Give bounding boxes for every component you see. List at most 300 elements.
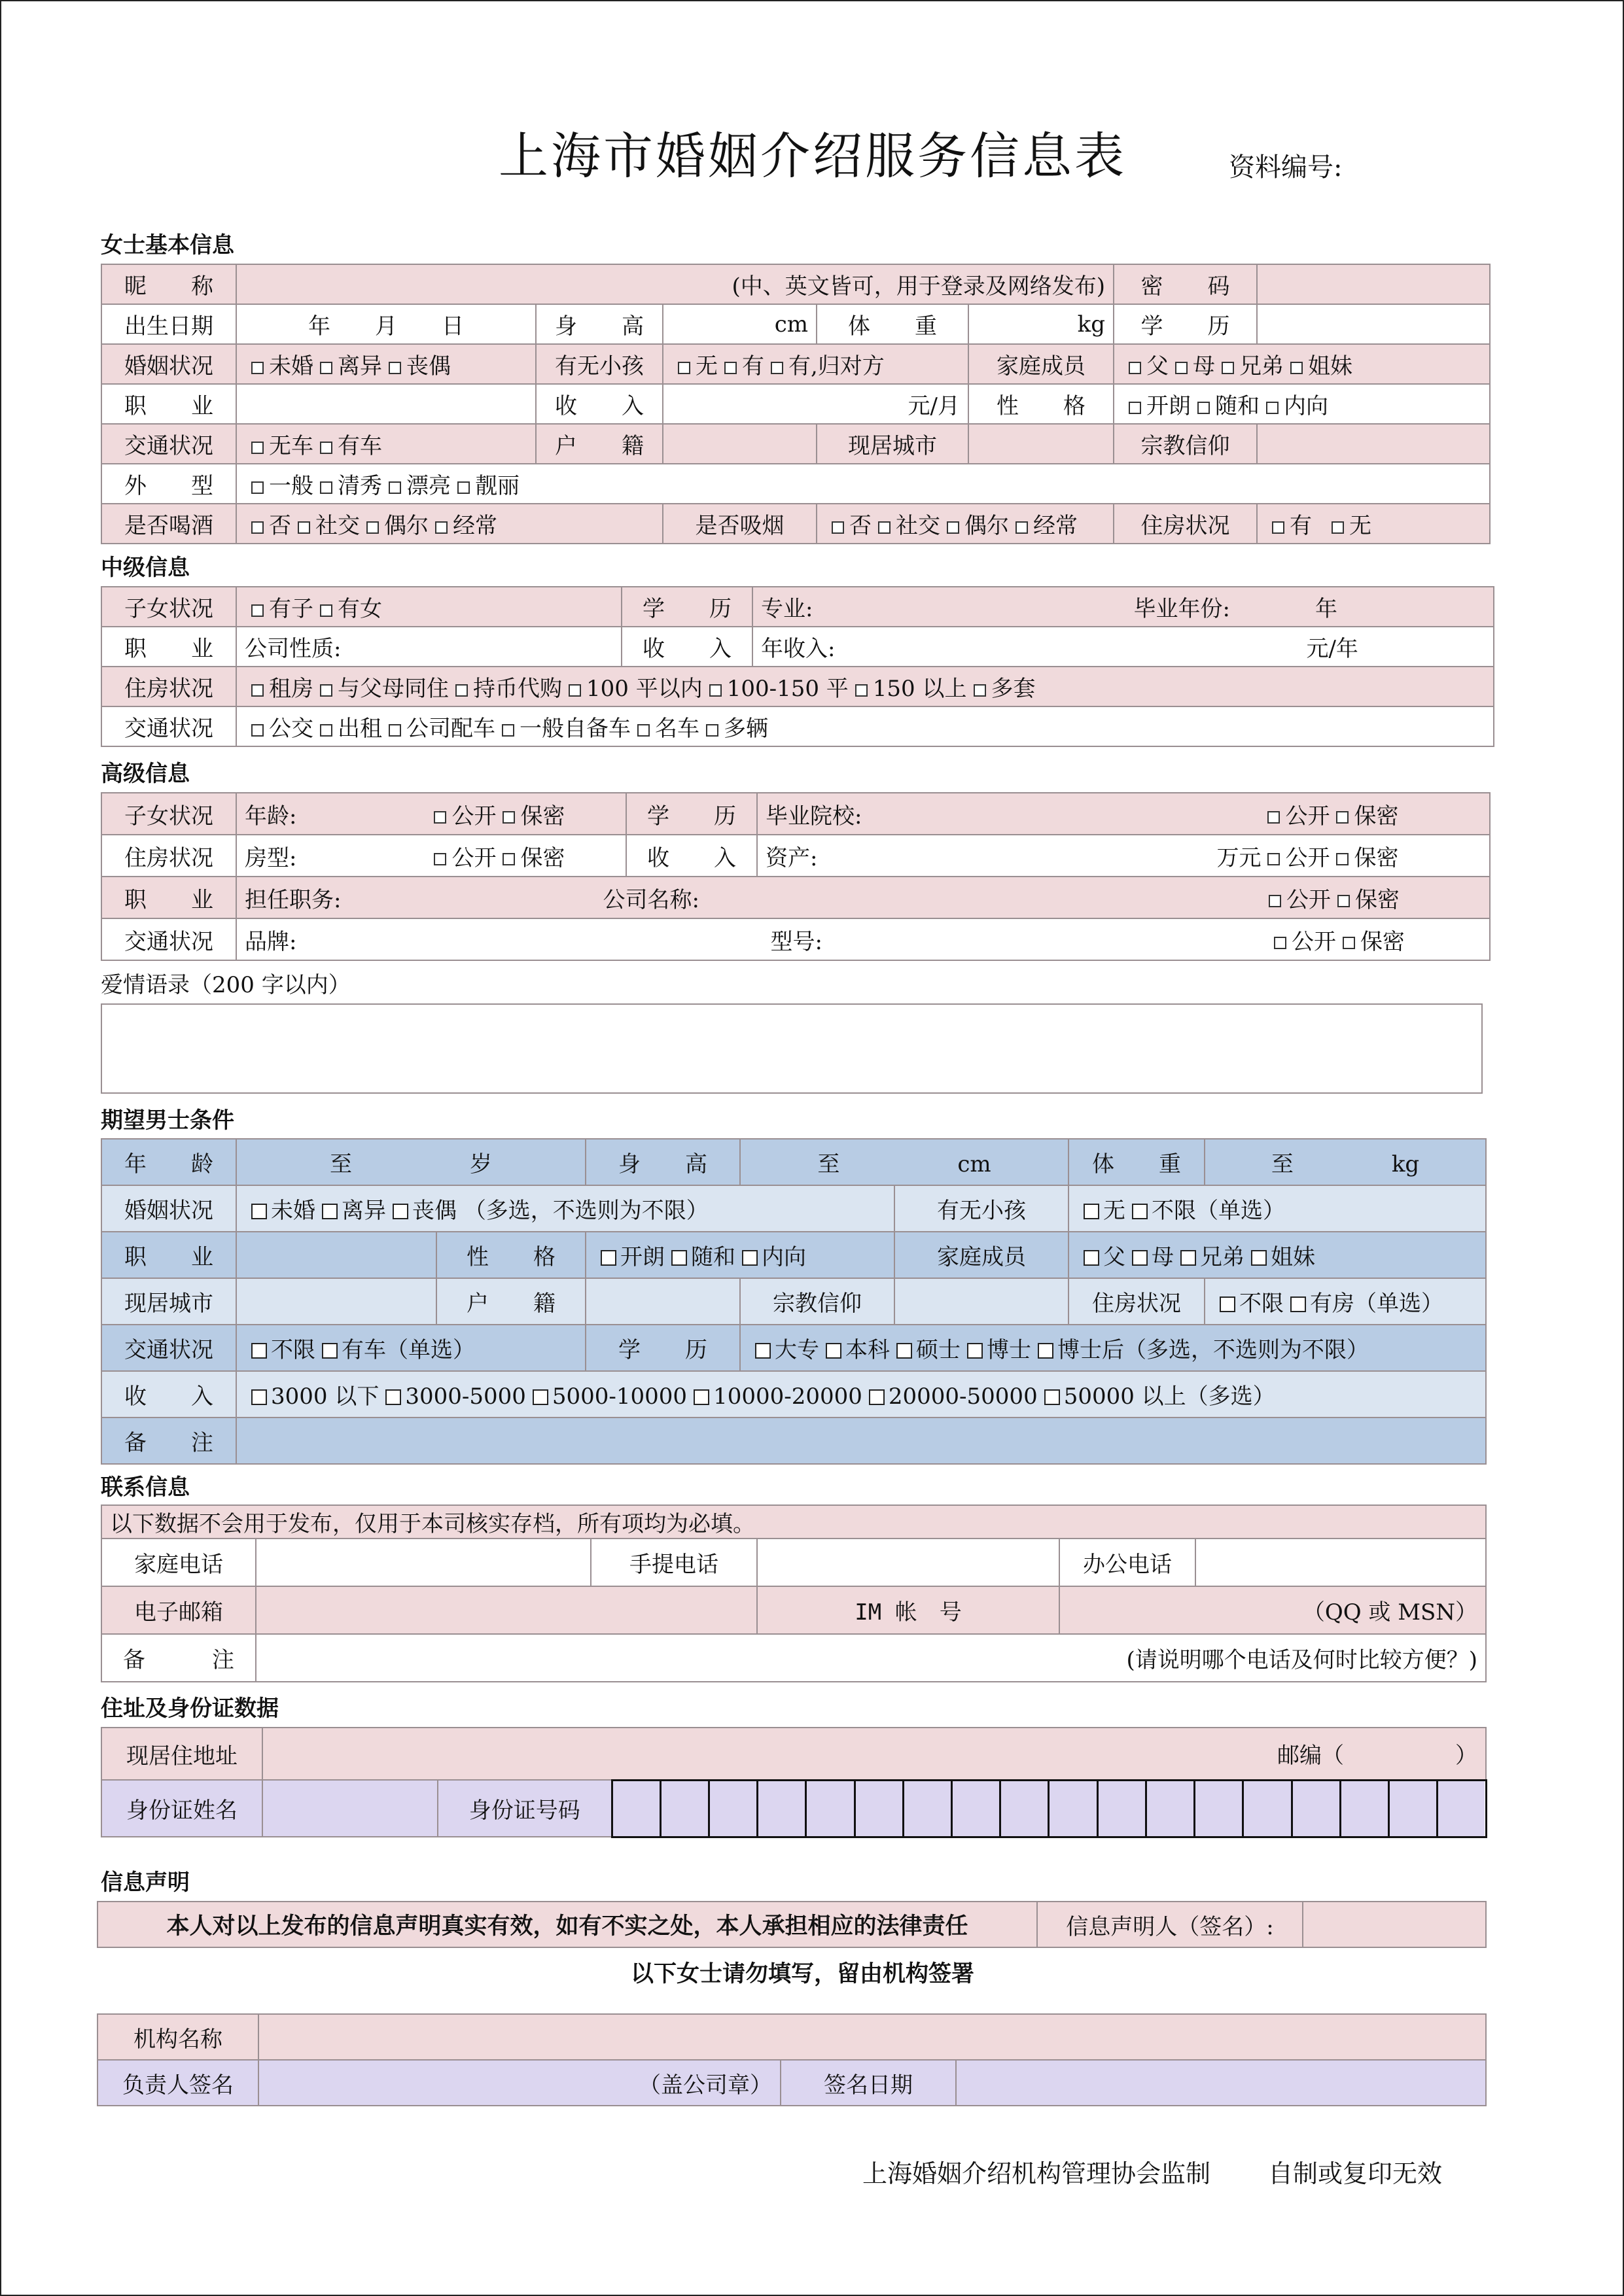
- contact-note-hint: (请说明哪个电话及何时比较方便？): [1126, 1647, 1478, 1673]
- checkbox[interactable]: [533, 1389, 548, 1405]
- password-label: 密 码: [1114, 264, 1257, 304]
- agency-table: [97, 2013, 1487, 2106]
- signer-label: 信息声明人（签名）:: [1037, 1902, 1303, 1947]
- option-label: 无: [696, 353, 718, 379]
- expect-character-label: 性 格: [436, 1232, 586, 1278]
- expect-traffic-options: [236, 1325, 586, 1371]
- expect-job-field[interactable]: [236, 1232, 436, 1278]
- option-label: 博士: [987, 1337, 1031, 1363]
- option-label: 150 以上: [872, 676, 967, 702]
- checkbox[interactable]: [385, 1389, 401, 1405]
- weight-unit: kg: [1391, 1151, 1420, 1177]
- id-digit-box[interactable]: [951, 1781, 999, 1836]
- checkbox[interactable]: [1044, 1389, 1060, 1405]
- option-label: 无车: [269, 433, 313, 459]
- drink-label: 是否喝酒: [101, 504, 236, 544]
- option-label: 否: [849, 513, 872, 539]
- id-digit-box[interactable]: [1145, 1781, 1193, 1836]
- option-label: 10000-20000: [713, 1383, 862, 1410]
- mid-housing-options: [236, 667, 1494, 706]
- section-expect-title: 期望男士条件: [101, 1107, 234, 1134]
- contact-note-field[interactable]: [256, 1634, 1486, 1682]
- id-number-label: 身份证号码: [438, 1780, 612, 1837]
- adv-age-field[interactable]: [236, 793, 626, 835]
- look-label: 外 型: [101, 464, 236, 504]
- checkbox[interactable]: [967, 1343, 983, 1359]
- checkbox[interactable]: [251, 442, 264, 454]
- option-label: 无: [1103, 1198, 1126, 1224]
- hukou-field[interactable]: [663, 424, 817, 464]
- public-label: 公开: [1286, 886, 1331, 913]
- id-number-boxes[interactable]: [612, 1780, 1486, 1837]
- annual-income-field[interactable]: [752, 627, 1494, 667]
- checkbox[interactable]: [1266, 402, 1279, 414]
- agency-note: 以下女士请勿填写，留由机构签署: [631, 1960, 975, 1987]
- checkbox[interactable]: [1272, 521, 1284, 534]
- sign-date-label: 签名日期: [781, 2060, 956, 2106]
- option-label: 离异: [342, 1198, 386, 1224]
- adv-traffic-label: 交通状况: [101, 918, 236, 960]
- section-declare-title: 信息声明: [101, 1870, 190, 1896]
- expect-religion-field[interactable]: [894, 1278, 1068, 1325]
- id-digit-box[interactable]: [902, 1781, 951, 1836]
- current-address-field[interactable]: [262, 1728, 1486, 1780]
- checkbox[interactable]: [322, 1204, 338, 1219]
- grad-year-label: 毕业年份:: [1133, 596, 1230, 622]
- option-label: 否: [269, 513, 291, 539]
- option-label: 公司配车: [406, 716, 495, 742]
- expect-hukou-field[interactable]: [586, 1278, 740, 1325]
- adv-income-label: 收 入: [626, 835, 757, 877]
- option-label: 5000-10000: [552, 1383, 688, 1410]
- id-digit-box[interactable]: [1193, 1781, 1242, 1836]
- im-hint: （QQ 或 MSN）: [1302, 1599, 1478, 1626]
- option-label: 有子: [269, 596, 313, 622]
- option-label: 姐妹: [1308, 353, 1352, 379]
- expect-age-field[interactable]: [236, 1139, 586, 1185]
- traffic-options: [236, 424, 536, 464]
- checkbox[interactable]: [1220, 1296, 1235, 1312]
- option-label: 随和: [691, 1244, 735, 1270]
- checkbox[interactable]: [320, 362, 332, 374]
- contact-note-label: 备 注: [101, 1634, 256, 1682]
- private-label: 保密: [1360, 928, 1405, 955]
- checkbox[interactable]: [1129, 402, 1141, 414]
- income-unit: 元/月: [908, 393, 960, 419]
- id-digit-box[interactable]: [854, 1781, 902, 1836]
- expect-note-label: 备 注: [101, 1418, 236, 1464]
- checkbox[interactable]: [251, 1204, 267, 1219]
- checkbox[interactable]: [251, 481, 264, 494]
- checkbox[interactable]: [601, 1250, 616, 1266]
- mobile-field[interactable]: [757, 1539, 1059, 1586]
- option-label: 有,归对方: [788, 353, 885, 379]
- option-label: 一般: [269, 473, 313, 499]
- checkbox[interactable]: [671, 1250, 687, 1266]
- section-mid-title: 中级信息: [101, 555, 190, 581]
- checkbox[interactable]: [366, 521, 379, 534]
- checkbox-private[interactable]: [503, 853, 515, 865]
- checkbox[interactable]: [896, 1343, 912, 1359]
- id-digit-box[interactable]: [1436, 1781, 1485, 1836]
- id-digit-box[interactable]: [1097, 1781, 1145, 1836]
- income-field[interactable]: [663, 384, 968, 424]
- checkbox[interactable]: [389, 724, 401, 737]
- checkbox[interactable]: [251, 724, 264, 737]
- option-label: 经常: [453, 513, 497, 539]
- option-label: 名车: [655, 716, 699, 742]
- school-label: 毕业院校:: [766, 803, 862, 829]
- mid-traffic-options: [236, 706, 1494, 746]
- invalid-note: 自制或复印无效: [1268, 2159, 1443, 2188]
- checkbox[interactable]: [678, 362, 690, 374]
- adv-school-field[interactable]: [757, 793, 1490, 835]
- option-label: 大专: [775, 1337, 819, 1363]
- company-type-field[interactable]: [236, 627, 622, 667]
- option-label: 多套: [991, 676, 1036, 702]
- supervisor-note: 上海婚姻介绍机构管理协会监制: [862, 2159, 1211, 2188]
- adv-kids-label: 子女状况: [101, 793, 236, 835]
- id-name-field[interactable]: [262, 1780, 438, 1837]
- to-label: 至: [817, 1151, 840, 1177]
- option-label: 父: [1103, 1244, 1126, 1270]
- checkbox-private[interactable]: [1343, 937, 1355, 949]
- option-label: 随和: [1215, 393, 1260, 419]
- expect-traffic-label: 交通状况: [101, 1325, 236, 1371]
- mid-job-label: 职 业: [101, 627, 236, 667]
- org-name-label: 机构名称: [97, 2014, 258, 2060]
- marital-options: [236, 344, 536, 384]
- contact-table: [101, 1505, 1487, 1682]
- option-label: 姐妹: [1271, 1244, 1316, 1270]
- checkbox[interactable]: [1015, 521, 1028, 534]
- age-label: 年龄:: [245, 803, 297, 829]
- major-label: 专业:: [761, 596, 813, 622]
- id-digit-box[interactable]: [1339, 1781, 1388, 1836]
- assets-label: 资产:: [766, 844, 818, 871]
- character-label: 性 格: [968, 384, 1114, 424]
- checkbox-private[interactable]: [1336, 853, 1349, 865]
- expect-height-label: 身 高: [586, 1139, 740, 1185]
- mobile-label: 手提电话: [591, 1539, 757, 1586]
- checkbox[interactable]: [457, 481, 470, 494]
- office-phone-field[interactable]: [1195, 1539, 1486, 1586]
- adv-job-field[interactable]: [236, 877, 1490, 918]
- expect-income-options: [236, 1371, 1486, 1418]
- checkbox[interactable]: [389, 481, 401, 494]
- checkbox[interactable]: [1129, 362, 1141, 374]
- income-label: 收 入: [536, 384, 663, 424]
- nickname-label: 昵 称: [101, 264, 236, 304]
- email-field[interactable]: [256, 1586, 757, 1634]
- option-label: 与父母同住: [338, 676, 449, 702]
- checkbox-private[interactable]: [1336, 811, 1349, 824]
- children-label: 有无小孩: [536, 344, 663, 384]
- checkbox[interactable]: [947, 521, 959, 534]
- expect-age-label: 年 龄: [101, 1139, 236, 1185]
- option-label: 无: [1349, 513, 1371, 539]
- section-contact-title: 联系信息: [101, 1474, 190, 1501]
- religion-label: 宗教信仰: [1114, 424, 1257, 464]
- option-label: 离异: [338, 353, 382, 379]
- id-digit-box[interactable]: [1242, 1781, 1290, 1836]
- org-name-field[interactable]: [258, 2014, 1486, 2060]
- option-label: 有: [1290, 513, 1312, 539]
- education-field[interactable]: [1257, 304, 1490, 344]
- mid-traffic-label: 交通状况: [101, 706, 236, 746]
- weight-field[interactable]: [968, 304, 1114, 344]
- advanced-info-table: [101, 792, 1491, 961]
- option-label: 不限: [271, 1337, 315, 1363]
- checkbox[interactable]: [1180, 1250, 1196, 1266]
- checkbox[interactable]: [1084, 1250, 1099, 1266]
- option-label: 清秀: [338, 473, 382, 499]
- id-digit-box[interactable]: [756, 1781, 805, 1836]
- checkbox[interactable]: [1290, 362, 1303, 374]
- checkbox[interactable]: [1197, 402, 1210, 414]
- option-label: 父: [1146, 353, 1169, 379]
- adv-edu-label: 学 历: [626, 793, 757, 835]
- option-label: 内向: [1284, 393, 1328, 419]
- expect-religion-label: 宗教信仰: [740, 1278, 894, 1325]
- option-label: 租房: [269, 676, 313, 702]
- checkbox[interactable]: [855, 684, 868, 697]
- checkbox-public[interactable]: [1269, 895, 1281, 907]
- annual-income-unit: 元/年: [1306, 636, 1358, 662]
- assets-unit: 万元: [1216, 844, 1262, 871]
- expect-note-field[interactable]: [236, 1418, 1486, 1464]
- option-label: 未婚: [271, 1198, 315, 1224]
- adv-housing-label: 住房状况: [101, 835, 236, 877]
- id-digit-box[interactable]: [805, 1781, 853, 1836]
- option-label: 有车: [338, 433, 382, 459]
- adv-house-type-field[interactable]: [236, 835, 626, 877]
- option-label: 母: [1152, 1244, 1174, 1270]
- password-field[interactable]: [1257, 264, 1490, 304]
- height-unit: cm: [957, 1151, 991, 1177]
- checkbox[interactable]: [502, 724, 514, 737]
- checkbox-public[interactable]: [434, 853, 446, 865]
- checkbox[interactable]: [1175, 362, 1188, 374]
- id-digit-box[interactable]: [999, 1781, 1048, 1836]
- im-field[interactable]: [1059, 1586, 1486, 1634]
- id-digit-box[interactable]: [660, 1781, 708, 1836]
- birthday-label: 出生日期: [101, 304, 236, 344]
- option-label: 有车（单选）: [342, 1337, 475, 1363]
- expect-income-label: 收 入: [101, 1371, 236, 1418]
- housing-options: [1257, 504, 1490, 544]
- section-address-title: 住址及身份证数据: [101, 1696, 279, 1722]
- smoke-options: [817, 504, 1114, 544]
- checkbox[interactable]: [771, 362, 783, 374]
- checkbox[interactable]: [251, 362, 264, 374]
- private-label: 保密: [520, 803, 565, 829]
- option-label: 本科: [845, 1337, 890, 1363]
- checkbox[interactable]: [251, 684, 264, 697]
- year-unit: 年: [1315, 596, 1337, 622]
- public-label: 公开: [451, 803, 497, 829]
- sign-date-field[interactable]: [956, 2060, 1486, 2106]
- home-phone-field[interactable]: [256, 1539, 591, 1586]
- expect-city-field[interactable]: [236, 1278, 436, 1325]
- checkbox-private[interactable]: [503, 811, 515, 824]
- contact-notice: 以下数据不会用于发布，仅用于本司核实存档，所有项均为必填。: [101, 1505, 1486, 1539]
- option-label: 开朗: [1146, 393, 1191, 419]
- character-options: [1114, 384, 1490, 424]
- city-field[interactable]: [968, 424, 1114, 464]
- leader-sign-field[interactable]: [258, 2060, 781, 2106]
- option-label: 3000-5000: [405, 1383, 526, 1410]
- checkbox[interactable]: [569, 684, 581, 697]
- option-label: 未婚: [269, 353, 313, 379]
- traffic-label: 交通状况: [101, 424, 236, 464]
- id-digit-box[interactable]: [1388, 1781, 1436, 1836]
- option-label: 丧偶: [412, 1198, 457, 1224]
- checkbox[interactable]: [974, 684, 986, 697]
- religion-field[interactable]: [1257, 424, 1490, 464]
- housing-label: 住房状况: [1114, 504, 1257, 544]
- company-type-label: 公司性质:: [245, 636, 342, 662]
- checkbox-public[interactable]: [434, 811, 446, 824]
- love-quote-textarea[interactable]: [101, 1003, 1483, 1094]
- declare-table: [97, 1901, 1487, 1948]
- private-label: 保密: [1354, 844, 1399, 871]
- mid-kids-label: 子女状况: [101, 587, 236, 627]
- signer-signature-field[interactable]: [1303, 1902, 1486, 1947]
- checkbox[interactable]: [320, 724, 332, 737]
- option-label: 兄弟: [1239, 353, 1284, 379]
- checkbox[interactable]: [251, 1343, 267, 1359]
- expect-housing-label: 住房状况: [1068, 1278, 1205, 1325]
- checkbox[interactable]: [1084, 1204, 1099, 1219]
- checkbox[interactable]: [320, 684, 332, 697]
- id-digit-box[interactable]: [708, 1781, 756, 1836]
- id-digit-box[interactable]: [1048, 1781, 1096, 1836]
- expect-weight-field[interactable]: [1205, 1139, 1486, 1185]
- checkbox[interactable]: [1222, 362, 1234, 374]
- annual-income-label: 年收入:: [761, 636, 836, 662]
- basic-info-table: [101, 264, 1491, 544]
- public-label: 公开: [1285, 844, 1330, 871]
- checkbox[interactable]: [320, 481, 332, 494]
- option-label: 丧偶: [406, 353, 451, 379]
- expect-family-options: [1068, 1232, 1486, 1278]
- id-digit-box[interactable]: [613, 1781, 660, 1836]
- checkbox[interactable]: [832, 521, 844, 534]
- checkbox[interactable]: [1132, 1250, 1148, 1266]
- option-label: 多辆: [724, 716, 768, 742]
- option-label: 母: [1193, 353, 1215, 379]
- option-label: 漂亮: [406, 473, 451, 499]
- checkbox[interactable]: [320, 604, 332, 617]
- option-label: 50000 以上（多选）: [1063, 1383, 1275, 1410]
- weight-label: 体 重: [817, 304, 968, 344]
- expect-character-options: [586, 1232, 894, 1278]
- checkbox-public[interactable]: [1274, 937, 1286, 949]
- expect-height-field[interactable]: [740, 1139, 1068, 1185]
- checkbox[interactable]: [694, 1389, 709, 1405]
- checkbox[interactable]: [251, 604, 264, 617]
- birthday-field[interactable]: [236, 304, 536, 344]
- option-label: 20000-50000: [888, 1383, 1038, 1410]
- checkbox[interactable]: [251, 1389, 267, 1405]
- option-label: 硕士: [916, 1337, 961, 1363]
- checkbox[interactable]: [298, 521, 310, 534]
- family-options: [1114, 344, 1490, 384]
- job-field[interactable]: [236, 384, 536, 424]
- current-address-label: 现居住地址: [101, 1728, 262, 1780]
- expect-edu-label: 学 历: [586, 1325, 740, 1371]
- checkbox[interactable]: [1290, 1296, 1306, 1312]
- checkbox[interactable]: [878, 521, 891, 534]
- checkbox[interactable]: [869, 1389, 885, 1405]
- brand-label: 品牌:: [245, 928, 297, 955]
- checkbox[interactable]: [393, 1204, 408, 1219]
- document-number-label: 资料编号:: [1229, 152, 1343, 183]
- checkbox-public[interactable]: [1267, 811, 1280, 824]
- adv-job-label: 职 业: [101, 877, 236, 918]
- height-field[interactable]: [663, 304, 817, 344]
- home-phone-label: 家庭电话: [101, 1539, 256, 1586]
- checkbox[interactable]: [755, 1343, 771, 1359]
- expect-hukou-label: 户 籍: [436, 1278, 586, 1325]
- checkbox[interactable]: [1332, 521, 1344, 534]
- option-label: 不限（单选）: [1152, 1198, 1286, 1224]
- email-label: 电子邮箱: [101, 1586, 256, 1634]
- checkbox[interactable]: [706, 724, 718, 737]
- checkbox[interactable]: [1251, 1250, 1267, 1266]
- expect-family-label: 家庭成员: [894, 1232, 1068, 1278]
- declaration-statement: 本人对以上发布的信息声明真实有效，如有不实之处，本人承担相应的法律责任: [97, 1902, 1037, 1947]
- adv-assets-field[interactable]: [757, 835, 1490, 877]
- mid-edu-field[interactable]: [752, 587, 1494, 627]
- checkbox[interactable]: [742, 1250, 758, 1266]
- option-label: 博士后（多选，不选则为不限）: [1057, 1337, 1369, 1363]
- nickname-field[interactable]: [236, 264, 1114, 304]
- id-digit-box[interactable]: [1291, 1781, 1339, 1836]
- house-type-label: 房型:: [245, 844, 297, 871]
- option-label: 社交: [896, 513, 940, 539]
- checkbox[interactable]: [320, 442, 332, 454]
- private-label: 保密: [520, 844, 565, 871]
- checkbox[interactable]: [389, 362, 401, 374]
- option-label: 3000 以下: [271, 1383, 380, 1410]
- checkbox-private[interactable]: [1337, 895, 1350, 907]
- checkbox-public[interactable]: [1267, 853, 1280, 865]
- family-label: 家庭成员: [968, 344, 1114, 384]
- checkbox[interactable]: [322, 1343, 338, 1359]
- expect-weight-label: 体 重: [1068, 1139, 1205, 1185]
- checkbox[interactable]: [826, 1343, 841, 1359]
- option-label: 100-150 平: [726, 676, 849, 702]
- expect-edu-options: [740, 1325, 1486, 1371]
- checkbox[interactable]: [1038, 1343, 1053, 1359]
- option-label: 一般自备车: [520, 716, 631, 742]
- checkbox[interactable]: [709, 684, 722, 697]
- checkbox[interactable]: [435, 521, 448, 534]
- checkbox[interactable]: [637, 724, 650, 737]
- public-label: 公开: [451, 844, 497, 871]
- postcode-label: 邮编（ ）: [1277, 1743, 1478, 1769]
- hukou-label: 户 籍: [536, 424, 663, 464]
- checkbox[interactable]: [455, 684, 468, 697]
- adv-car-field[interactable]: [236, 918, 1490, 960]
- checkbox[interactable]: [1132, 1204, 1148, 1219]
- public-label: 公开: [1285, 803, 1330, 829]
- checkbox[interactable]: [251, 521, 264, 534]
- form-title: 上海市婚姻介绍服务信息表: [499, 127, 1127, 185]
- checkbox[interactable]: [724, 362, 737, 374]
